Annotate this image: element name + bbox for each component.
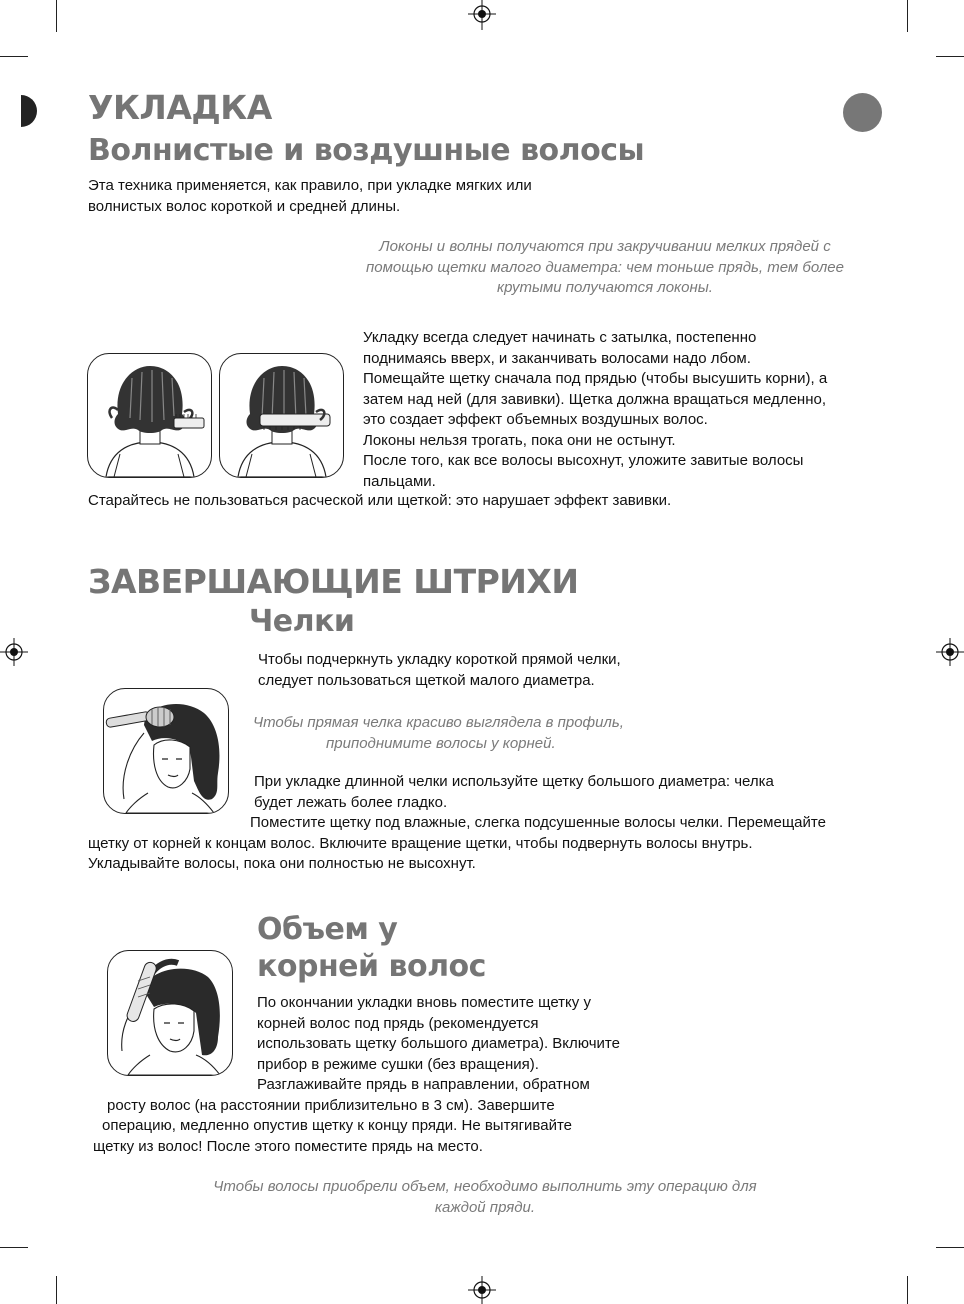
section-title-styling: УКЛАДКА	[88, 88, 272, 127]
text-line: помощью щетки малого диаметра: чем тоньше прядь, тем более	[366, 258, 844, 276]
intro-bangs	[258, 650, 621, 691]
text-line: каждой пряди.	[434, 1198, 536, 1216]
crop-mark-icon	[907, 1276, 908, 1304]
tab-circle-icon	[843, 93, 882, 132]
instructions-root-volume	[92, 993, 620, 1157]
illustration-brush-over-strand	[219, 353, 344, 478]
section-subtitle-wavy-hair: Волнистые и воздушные волосы	[88, 133, 645, 168]
registration-target-icon	[468, 1276, 496, 1304]
registration-target-icon	[0, 638, 28, 666]
text-line: крутыми получаются локоны.	[497, 279, 713, 296]
text-line: Разглаживайте прядь в направлении, обратном	[257, 1076, 590, 1093]
crop-mark-icon	[936, 1247, 964, 1248]
instructions-waves	[363, 328, 827, 492]
crop-mark-icon	[936, 56, 964, 57]
text-line: использовать щетку большого диаметра). Включите	[257, 1035, 620, 1052]
crop-mark-icon	[0, 1247, 28, 1248]
text-line: Эта техника применяется, как правило, при укладке мягких или	[88, 177, 532, 194]
text-line: пальцами.	[363, 472, 436, 490]
text-line: щетку от корней к концам волос. Включите вращение щетки, чтобы подвернуть волосы внутрь.	[88, 834, 753, 852]
subtitle-line: корней волос	[257, 949, 486, 984]
text-line: Помещайте щетку сначала под прядью (чтобы высушить корни), а	[363, 370, 828, 387]
text-line: приподнимите волосы у корней.	[326, 734, 556, 752]
text-line: Локоны и волны получаются при закручивании мелких прядей с	[379, 238, 831, 255]
text-line: волнистых волос короткой и средней длины.	[88, 197, 401, 215]
text-line: Локоны нельзя трогать, пока они не остынут.	[363, 431, 676, 449]
tip-curls	[340, 237, 870, 299]
text-line: По окончании укладки вновь поместите щетку у	[257, 994, 591, 1011]
tab-half-circle	[21, 95, 37, 127]
text-line: это создает эффект объемных воздушных волос.	[363, 411, 708, 428]
instructions-bangs	[88, 772, 888, 875]
text-line: Укладку всегда следует начинать с затылка, постепенно	[363, 329, 757, 346]
text-line: Чтобы прямая челка красиво выглядела в профиль,	[253, 714, 624, 731]
text-line: Чтобы волосы приобрели объем, необходимо выполнить эту операцию для	[213, 1178, 757, 1195]
text-line: корней волос под прядь (рекомендуется	[257, 1014, 539, 1032]
intro-paragraph	[88, 176, 532, 217]
text-line: затем над ней (для завивки). Щетка должна вращаться медленно,	[363, 390, 826, 408]
text-line: щетку из волос! После этого поместите прядь на место.	[93, 1137, 483, 1155]
crop-mark-icon	[907, 0, 908, 32]
text-line: операцию, медленно опустив щетку к концу пряди. Не вытягивайте	[102, 1117, 572, 1134]
text-line: будет лежать более гладко.	[254, 793, 448, 811]
crop-mark-icon	[0, 56, 28, 57]
text-line: росту волос (на расстоянии приблизительно в 3 см). Завершите	[107, 1096, 555, 1114]
tip-root-volume	[170, 1177, 800, 1218]
text-line: следует пользоваться щеткой малого диаметра.	[258, 671, 595, 689]
closing-note: Старайтесь не пользоваться расческой или щеткой: это нарушает эффект завивки.	[88, 492, 672, 509]
crop-mark-icon	[56, 1276, 57, 1304]
text-line: прибор в режиме сушки (без вращения).	[257, 1055, 539, 1073]
section-subtitle-bangs: Челки	[249, 604, 355, 639]
text-line: При укладке длинной челки используйте щетку большого диаметра: челка	[254, 773, 774, 790]
registration-target-icon	[468, 0, 496, 30]
section-title-finishing-touches: ЗАВЕРШАЮЩИЕ ШТРИХИ	[88, 562, 579, 601]
text-line: Поместите щетку под влажные, слегка подсушенные волосы челки. Перемещайте	[250, 814, 826, 831]
section-subtitle-root-volume	[257, 911, 486, 985]
illustration-brush-under-strand	[87, 353, 212, 478]
subtitle-line: Объем у	[257, 912, 398, 947]
text-line: поднимаясь вверх, и заканчивать волосами надо лбом.	[363, 349, 751, 367]
tip-bangs-profile	[250, 713, 650, 754]
text-line: Чтобы подчеркнуть укладку короткой прямой челки,	[258, 651, 621, 668]
text-line: Укладывайте волосы, пока они полностью не высохнут.	[88, 855, 476, 872]
text-line: После того, как все волосы высохнут, уложите завитые волосы	[363, 452, 804, 469]
crop-mark-icon	[56, 0, 57, 32]
registration-target-icon	[936, 638, 964, 666]
